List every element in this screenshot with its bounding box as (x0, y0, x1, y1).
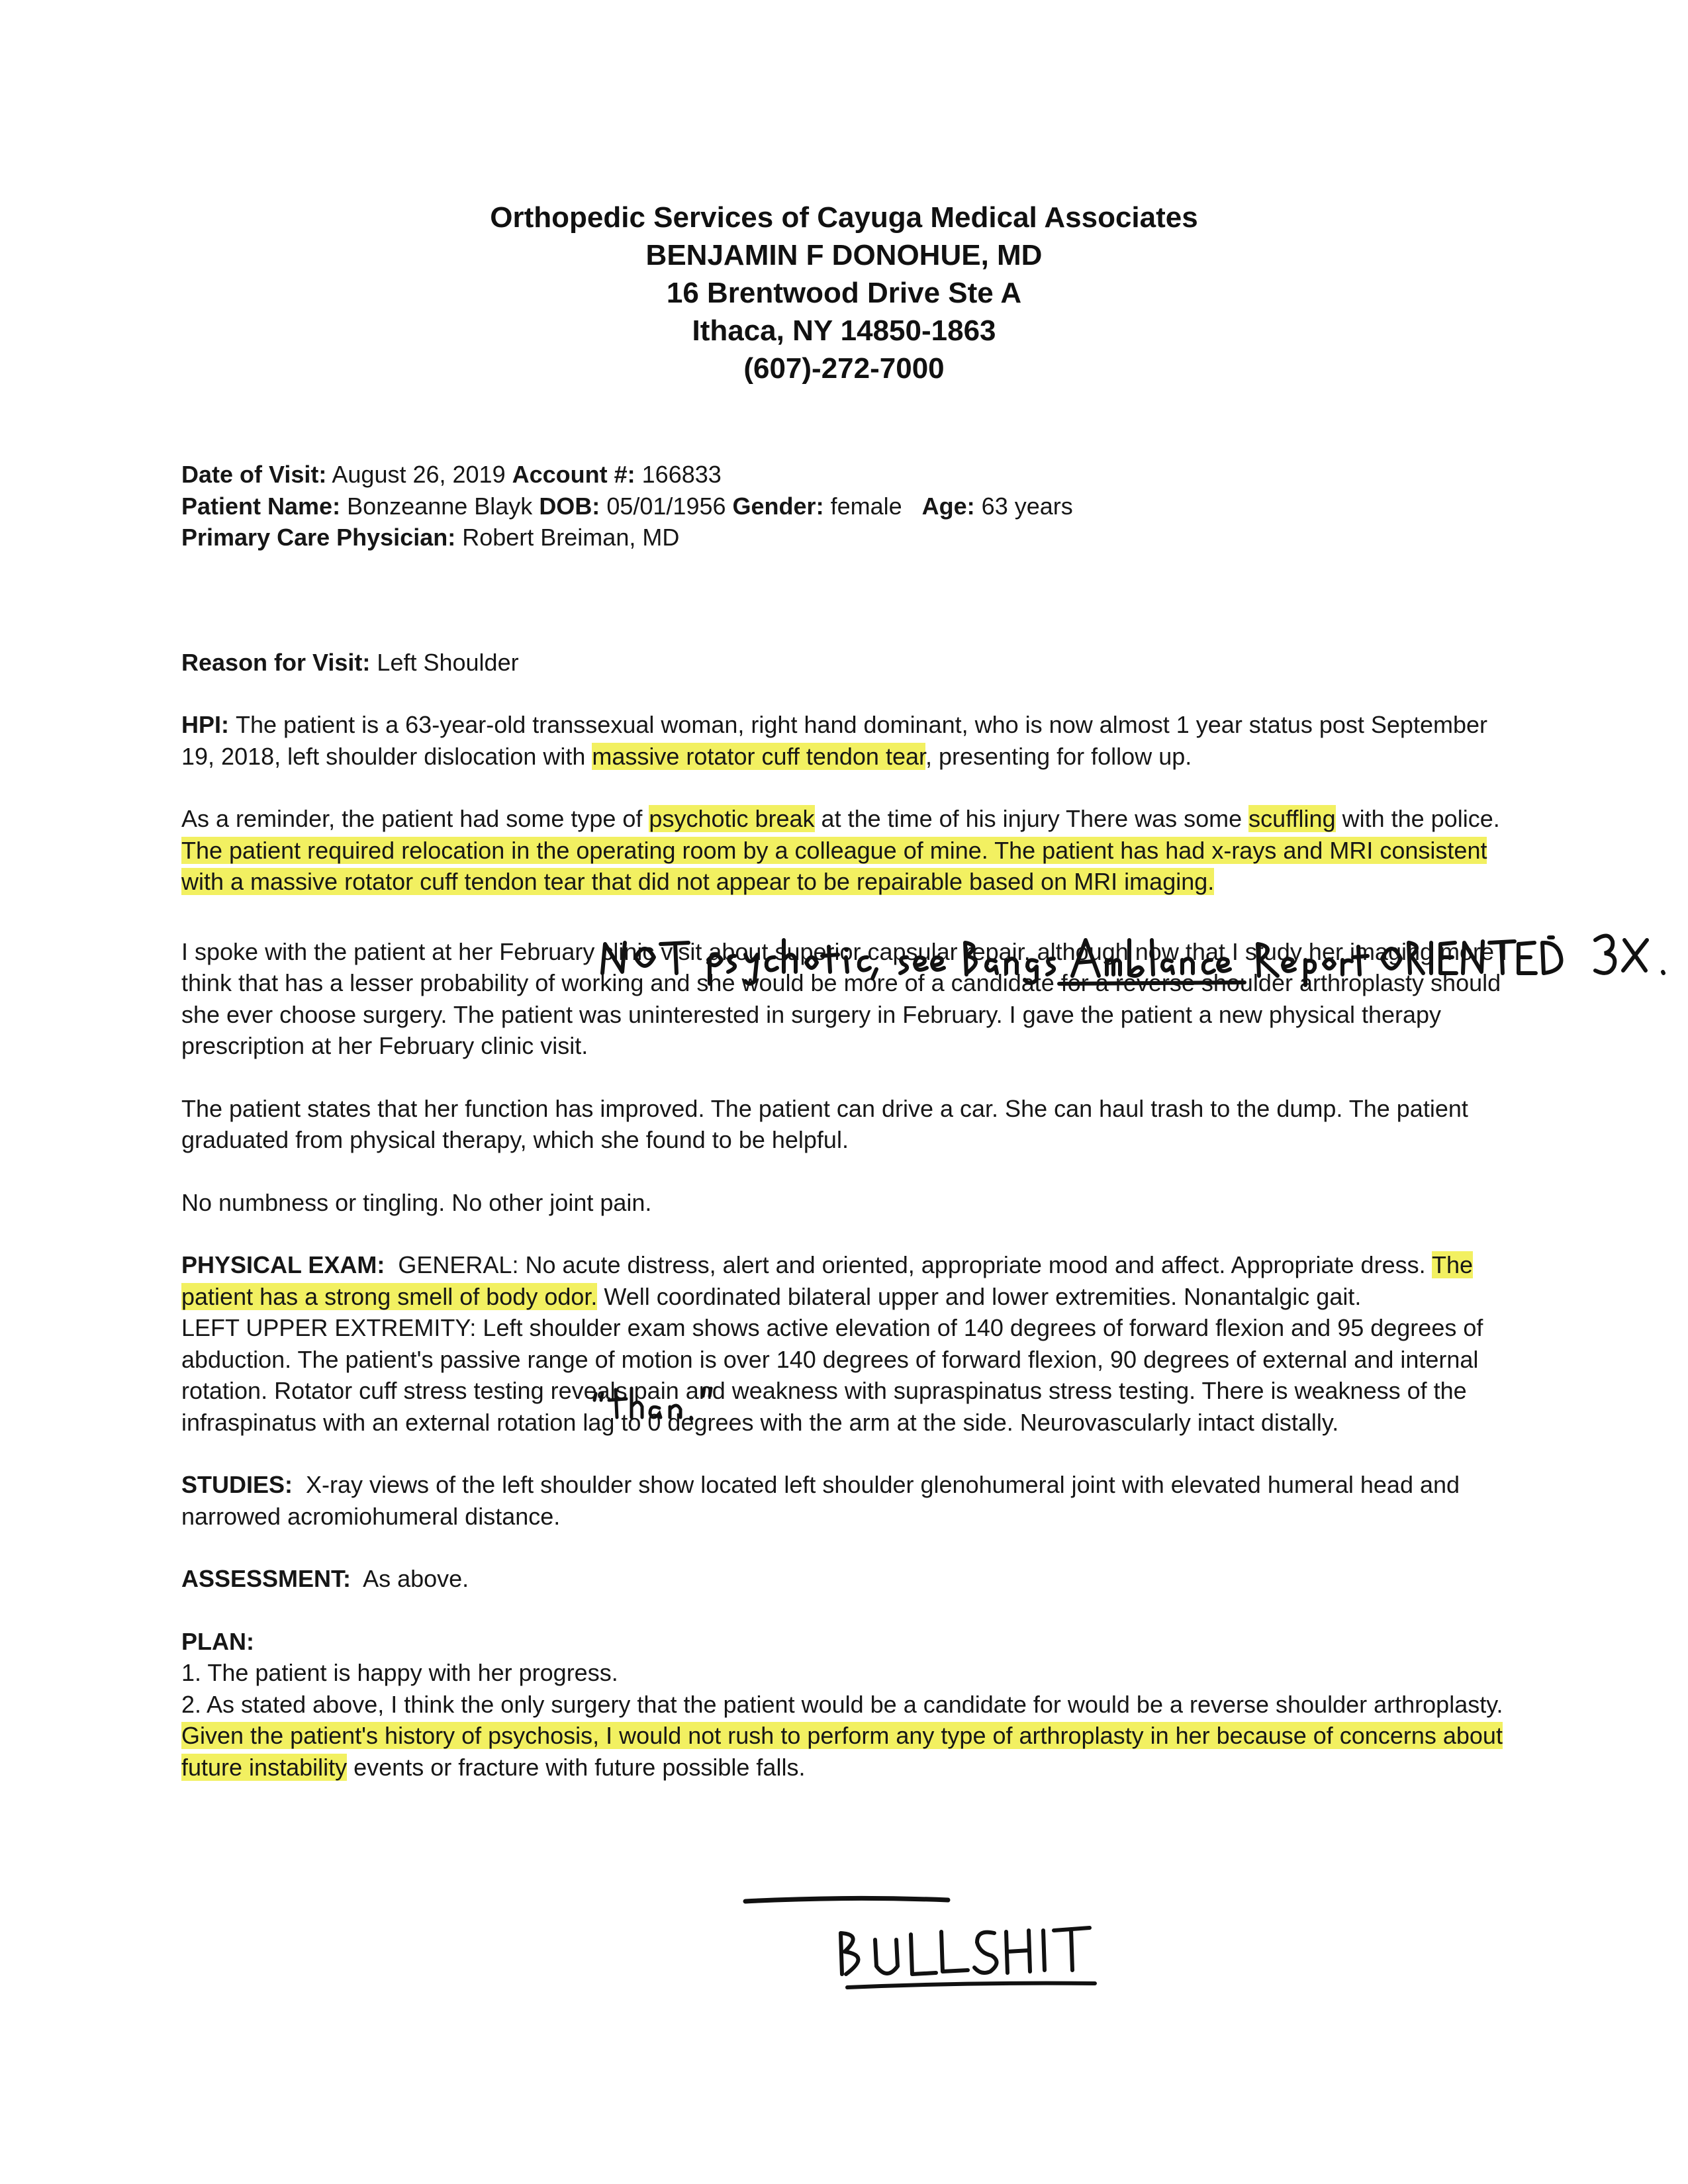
reason-for-visit (181, 647, 1525, 679)
plan-item-1: 1. The patient is happy with her progress. (181, 1659, 618, 1686)
studies-label: STUDIES: (181, 1471, 293, 1498)
age-value: 63 years (981, 492, 1073, 520)
visit-line (181, 459, 1525, 491)
physical-exam-general (181, 1249, 1525, 1312)
handwritten-note-bullshit (827, 1913, 1119, 1999)
assessment-label: ASSESSMENT: (181, 1565, 352, 1592)
highlight: The patient required relocation in the operating room by a colleague of mine. The patient has had x-rays and MRI consistent with a massive rotator cuff tendon tear that did not appear to be repairable based on MRI imaging. (181, 836, 1487, 895)
hpi-paragraph-5: No numbness or tingling. No other joint pain. (181, 1188, 652, 1216)
pcp-value: Robert Breiman, MD (462, 524, 680, 551)
pcp-label: Primary Care Physician: (181, 524, 456, 551)
age-label: Age: (921, 492, 975, 520)
document-body (181, 459, 1525, 1783)
plan-text: 2. As stated above, I think the only surgery that the patient would be a candidate for would be a reverse shoulder arthroplasty. (181, 1690, 1503, 1718)
hpi-paragraph-2 (181, 803, 1525, 898)
pcp-line (181, 522, 1525, 553)
highlight: Given the patient's history of psychosis, I would not rush to perform any type of arthroplasty in her because of concerns about future instability (181, 1722, 1503, 1781)
phone-number: (607)-272-7000 (743, 352, 945, 385)
handwritten-underline (741, 1893, 953, 1907)
highlight: psychotic break (649, 805, 815, 832)
dob-value: 05/01/1956 (606, 492, 726, 520)
street-address: 16 Brentwood Drive Ste A (666, 277, 1022, 309)
account-number: 166833 (641, 461, 722, 488)
practice-name: Orthopedic Services of Cayuga Medical Associates (490, 201, 1198, 234)
hpi-paragraph-1 (181, 709, 1525, 772)
reason-label: Reason for Visit: (181, 648, 371, 676)
exam-label: PHYSICAL EXAM: (181, 1251, 385, 1278)
studies-text: X-ray views of the left shoulder show located left shoulder glenohumeral joint with elevated humeral head and narrowed acromiohumeral distance. (181, 1471, 1460, 1530)
handwritten-note-3x (1589, 927, 1681, 986)
plan-item-2 (181, 1689, 1525, 1783)
letterhead (0, 199, 1688, 387)
dob-label: DOB: (539, 492, 600, 520)
hpi-text: , presenting for follow up. (925, 742, 1192, 770)
plan-text: events or fracture with future possible falls. (347, 1753, 806, 1781)
studies-section (181, 1469, 1525, 1532)
hpi-paragraph-3: I spoke with the patient at her February clinic visit about superior capsular repair, although now that I study her imaging more I think that has a lesser probability of working and she would be more of a candidate for a reverse shoulder arthroplasty should she ever choose surgery. The patient was uninterested in surgery in February. I gave the patient a new physical therapy prescription at her February clinic visit. (181, 937, 1508, 1059)
patient-line (181, 491, 1525, 522)
city-address: Ithaca, NY 14850-1863 (692, 314, 996, 347)
reason-text: Left Shoulder (377, 648, 519, 676)
highlight: scuffling (1248, 805, 1336, 832)
assessment-text: As above. (363, 1565, 469, 1592)
hpi-text: at the time of his injury There was some (814, 805, 1249, 832)
hpi-text: The patient is a 63-year-old transsexual woman, right hand dominant, who is now almost 1 year status post September 19, 2018, left shoulder dislocation with (181, 711, 1487, 770)
patient-label: Patient Name: (181, 492, 341, 520)
date-label: Date of Visit: (181, 461, 327, 488)
handwritten-note-than (589, 1380, 735, 1427)
hpi-label: HPI: (181, 711, 229, 738)
patient-name: Bonzeanne Blayk (347, 492, 533, 520)
gender-label: Gender: (732, 492, 824, 520)
exam-text: GENERAL: No acute distress, alert and oriented, appropriate mood and affect. Appropriate dress. (398, 1251, 1432, 1278)
account-label: Account #: (512, 461, 635, 488)
highlight: The patient has a strong smell of body odor. (181, 1251, 1473, 1310)
handwritten-note-not-psychotic (596, 920, 1589, 993)
physician-name: BENJAMIN F DONOHUE, MD (645, 239, 1043, 271)
hpi-text: with the police. (1335, 805, 1500, 832)
highlight: massive rotator cuff tendon tear (592, 742, 926, 770)
assessment-section (181, 1563, 1525, 1595)
gender-value: female (830, 492, 902, 520)
hpi-paragraph-4: The patient states that her function has improved. The patient can drive a car. She can haul trash to the dump. The patient graduated from physical therapy, which she found to be helpful. (181, 1094, 1468, 1153)
exam-text: Well coordinated bilateral upper and lower extremities. Nonantalgic gait. (597, 1282, 1362, 1310)
physical-exam-lue: LEFT UPPER EXTREMITY: Left shoulder exam shows active elevation of 140 degrees of forward flexion and 95 degrees of abduction. The patient's passive range of motion is over 140 degrees of forward flexion, 90 degrees of external and internal rotation. Rotator cuff stress testing reveals pain and weakness with supraspinatus stress testing. There is weakness of the infraspinatus with an external rotation lag to 0 degrees with the arm at the side. Neurovascularly intact distally. (181, 1314, 1483, 1436)
hpi-text: As a reminder, the patient had some type of (181, 805, 649, 832)
plan-label: PLAN: (181, 1627, 254, 1655)
visit-date: August 26, 2019 (332, 461, 506, 488)
